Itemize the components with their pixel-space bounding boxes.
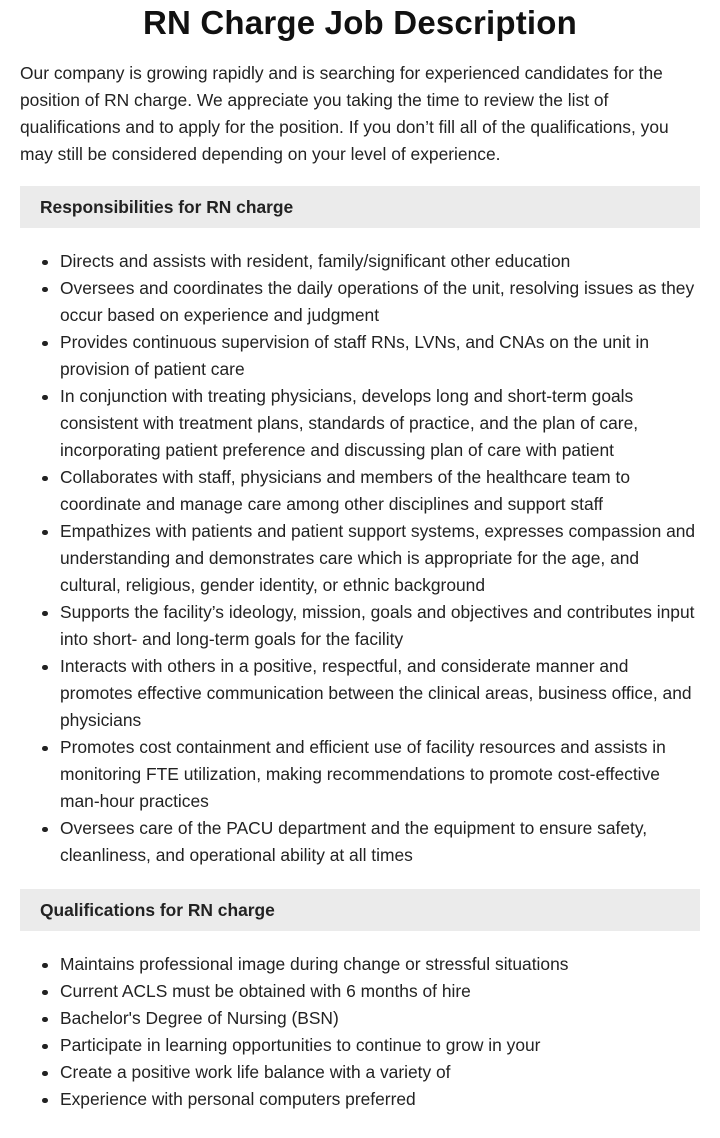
list-item: Create a positive work life balance with a variety of [60,1059,700,1086]
qualifications-heading: Qualifications for RN charge [20,889,700,931]
list-item: Promotes cost containment and efficient use of facility resources and assists in monitoring FTE utilization, making recommendations to promote cost-effective man-hour practices [60,734,700,815]
list-item: Directs and assists with resident, family/significant other education [60,248,700,275]
qualifications-list [20,951,700,1113]
list-item: Maintains professional image during change or stressful situations [60,951,700,978]
list-item: Participate in learning opportunities to continue to grow in your [60,1032,700,1059]
page-title: RN Charge Job Description [142,4,578,41]
list-item: Oversees care of the PACU department and the equipment to ensure safety, cleanliness, and operational ability at all times [60,815,700,869]
list-item: Bachelor's Degree of Nursing (BSN) [60,1005,700,1032]
list-item: Collaborates with staff, physicians and members of the healthcare team to coordinate and manage care among other disciplines and support staff [60,464,700,518]
list-item: Interacts with others in a positive, respectful, and considerate manner and promotes effective communication between the clinical areas, business office, and physicians [60,653,700,734]
list-item: Supports the facility’s ideology, mission, goals and objectives and contributes input into short- and long-term goals for the facility [60,599,700,653]
list-item: Experience with personal computers preferred [60,1086,700,1113]
list-item: Empathizes with patients and patient support systems, expresses compassion and understanding and demonstrates care which is appropriate for the age, and cultural, religious, gender identity, or ethnic background [60,518,700,599]
list-item: In conjunction with treating physicians, develops long and short-term goals consistent with treatment plans, standards of practice, and the plan of care, incorporating patient preference and discussing plan of care with patient [60,383,700,464]
list-item: Current ACLS must be obtained with 6 months of hire [60,978,700,1005]
responsibilities-list [20,248,700,869]
list-item: Oversees and coordinates the daily operations of the unit, resolving issues as they occur based on experience and judgment [60,275,700,329]
responsibilities-heading: Responsibilities for RN charge [20,186,700,228]
intro-paragraph: Our company is growing rapidly and is searching for experienced candidates for the position of RN charge. We appreciate you taking the time to review the list of qualifications and to apply for the position. If you don’t fill all of the qualifications, you may still be considered depending on your level of experience. [20,63,669,164]
list-item: Provides continuous supervision of staff RNs, LVNs, and CNAs on the unit in provision of patient care [60,329,700,383]
